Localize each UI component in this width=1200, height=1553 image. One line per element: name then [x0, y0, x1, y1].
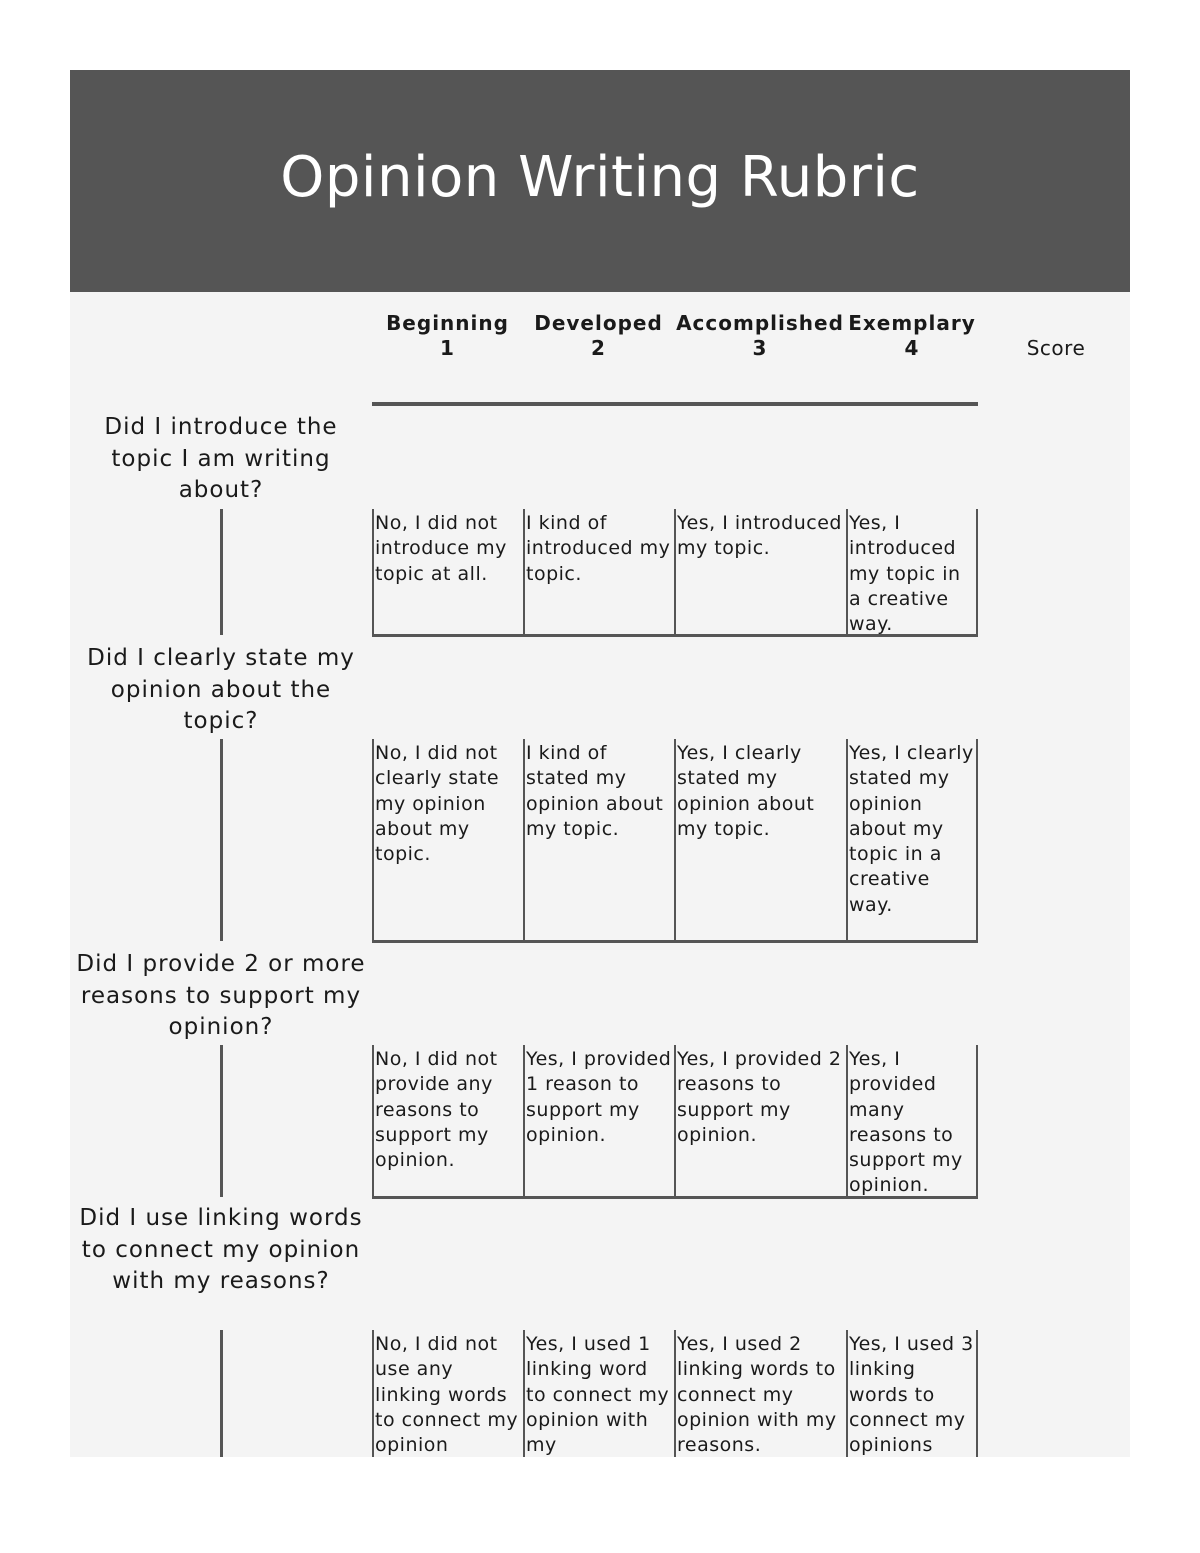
question-1: Did I introduce the topic I am writing about? [104, 414, 338, 503]
rubric-cell-developed: Yes, I used 1 linking word to connect my opinion with my [523, 1330, 674, 1457]
column-score: 1 [440, 336, 455, 360]
rubric-cell-accomplished: Yes, I used 2 linking words to connect my opinion with my reasons. [674, 1330, 846, 1457]
column-header-accomplished [674, 311, 846, 361]
rubric-cell-beginning: No, I did not provide any reasons to support my opinion. [372, 1045, 523, 1196]
rubric-row-4 [372, 1330, 978, 1457]
column-label: Beginning [386, 311, 509, 335]
header-divider [372, 402, 978, 406]
column-header-developed [523, 311, 674, 361]
question-connector-line [220, 1330, 223, 1457]
column-label: Exemplary [848, 311, 976, 335]
rubric-cell-exemplary: Yes, I introduced my topic in a creative way. [846, 509, 978, 634]
title-banner [70, 70, 1130, 292]
rubric-cell-developed: I kind of stated my opinion about my topic. [523, 739, 674, 940]
column-score: 4 [904, 336, 920, 360]
rubric-cell-exemplary: Yes, I provided many reasons to support my opinion. [846, 1045, 978, 1196]
question-connector-line [220, 1045, 223, 1197]
question-connector-line [220, 509, 223, 635]
page-title: Opinion Writing Rubric [280, 145, 920, 210]
score-column-header: Score [1026, 336, 1086, 360]
column-label: Developed [534, 311, 663, 335]
rubric-row-2 [372, 739, 978, 943]
rubric-cell-exemplary: Yes, I used 3 linking words to connect my opinions [846, 1330, 978, 1457]
column-header-exemplary [846, 311, 978, 361]
rubric-cell-developed: Yes, I provided 1 reason to support my opinion. [523, 1045, 674, 1196]
rubric-cell-beginning: No, I did not introduce my topic at all. [372, 509, 523, 634]
column-label: Accomplished [676, 311, 844, 335]
column-header-beginning [372, 311, 523, 361]
column-score: 3 [752, 336, 768, 360]
rubric-row-1 [372, 509, 978, 637]
column-score: 2 [591, 336, 606, 360]
rubric-page [70, 70, 1130, 1457]
question-4: Did I use linking words to connect my opinion with my reasons? [79, 1205, 363, 1294]
question-2: Did I clearly state my opinion about the topic? [87, 645, 355, 734]
question-3: Did I provide 2 or more reasons to support my opinion? [76, 951, 366, 1040]
rubric-row-3 [372, 1045, 978, 1199]
rubric-cell-accomplished: Yes, I clearly stated my opinion about my topic. [674, 739, 846, 940]
rubric-cell-developed: I kind of introduced my topic. [523, 509, 674, 634]
rubric-cell-accomplished: Yes, I introduced my topic. [674, 509, 846, 634]
rubric-cell-accomplished: Yes, I provided 2 reasons to support my opinion. [674, 1045, 846, 1196]
rubric-cell-exemplary: Yes, I clearly stated my opinion about my topic in a creative way. [846, 739, 978, 940]
question-connector-line [220, 739, 223, 941]
rubric-cell-beginning: No, I did not clearly state my opinion about my topic. [372, 739, 523, 940]
rubric-cell-beginning: No, I did not use any linking words to connect my opinion [372, 1330, 523, 1457]
